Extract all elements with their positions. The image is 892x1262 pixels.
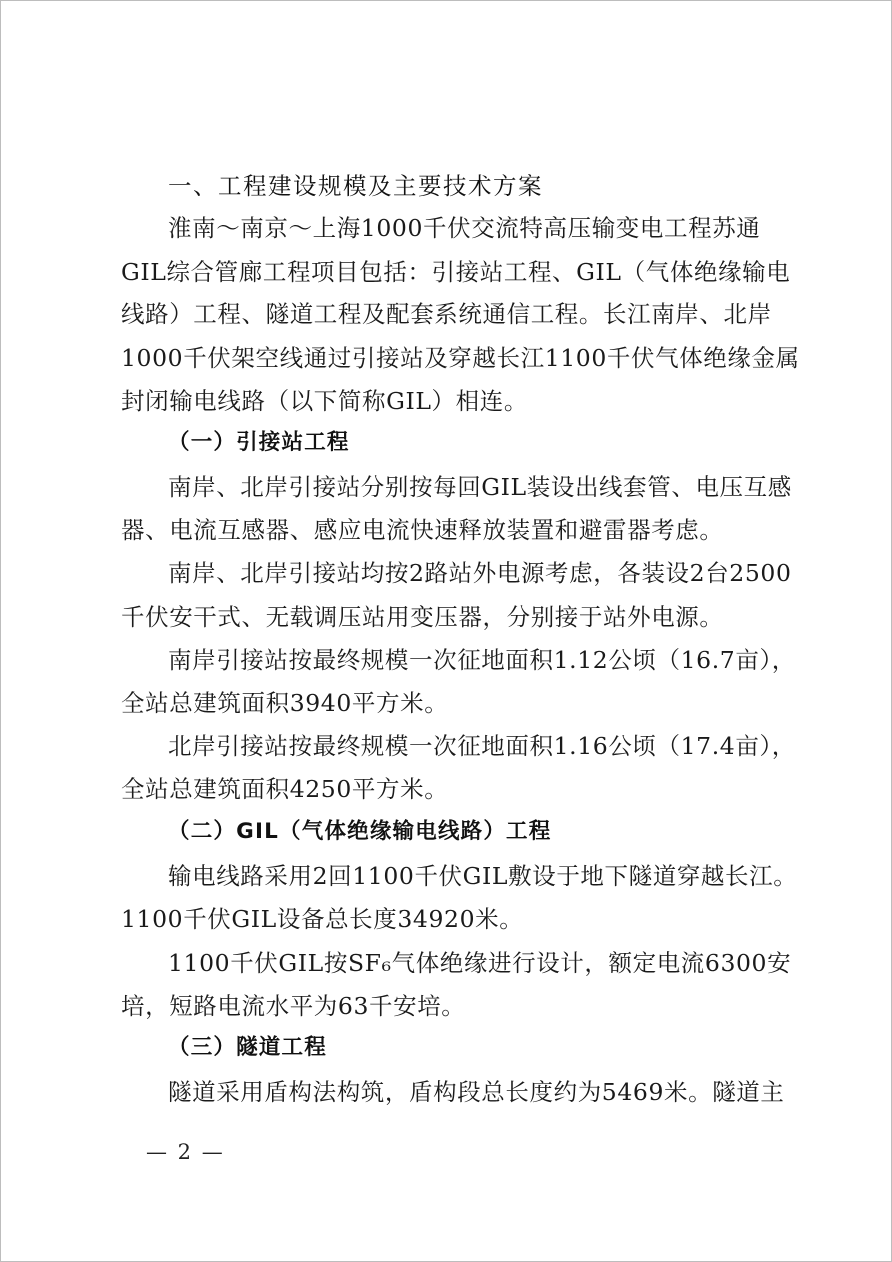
paragraph-line: 1100千伏GIL设备总长度34920米。 — [121, 905, 524, 933]
subsection-title: （一）引接站工程 — [168, 430, 350, 455]
paragraph-line: 输电线路采用2回1100千伏GIL敷设于地下隧道穿越长江。 — [168, 862, 798, 890]
paragraph-line: 器、电流互感器、感应电流快速释放装置和避雷器考虑。 — [121, 516, 724, 544]
page-number: — 2 — — [146, 1140, 225, 1164]
paragraph-line: GIL综合管廊工程项目包括：引接站工程、GIL（气体绝缘输电 — [121, 258, 791, 286]
section-title: 一、工程建设规模及主要技术方案 — [168, 172, 543, 200]
paragraph-line: 千伏安干式、无载调压站用变压器，分别接于站外电源。 — [121, 603, 724, 631]
paragraph-line: 南岸引接站按最终规模一次征地面积1.12公顷（16.7亩）， — [168, 646, 796, 674]
paragraph-line: 1100千伏GIL按SF₆气体绝缘进行设计，额定电流6300安 — [168, 949, 792, 977]
paragraph-line: 1000千伏架空线通过引接站及穿越长江1100千伏气体绝缘金属 — [121, 344, 800, 372]
paragraph-line: 封闭输电线路（以下简称GIL）相连。 — [121, 387, 528, 415]
paragraph-line: 南岸、北岸引接站均按2路站外电源考虑，各装设2台2500 — [168, 559, 792, 587]
subsection-title: （二）GIL（气体绝缘输电线路）工程 — [168, 819, 552, 844]
subsection-title: （三）隧道工程 — [168, 1035, 327, 1060]
paragraph-line: 北岸引接站按最终规模一次征地面积1.16公顷（17.4亩）， — [168, 732, 796, 760]
paragraph-line: 全站总建筑面积4250平方米。 — [121, 775, 449, 803]
paragraph-line: 南岸、北岸引接站分别按每回GIL装设出线套管、电压互感 — [168, 473, 792, 501]
paragraph-line: 线路）工程、隧道工程及配套系统通信工程。长江南岸、北岸 — [121, 300, 772, 328]
paragraph-line: 全站总建筑面积3940平方米。 — [121, 689, 449, 717]
paragraph-line: 培，短路电流水平为63千安培。 — [121, 992, 466, 1020]
paragraph-line: 隧道采用盾构法构筑，盾构段总长度约为5469米。隧道主 — [168, 1078, 785, 1106]
paragraph-line: 淮南～南京～上海1000千伏交流特高压输变电工程苏通 — [168, 214, 761, 242]
